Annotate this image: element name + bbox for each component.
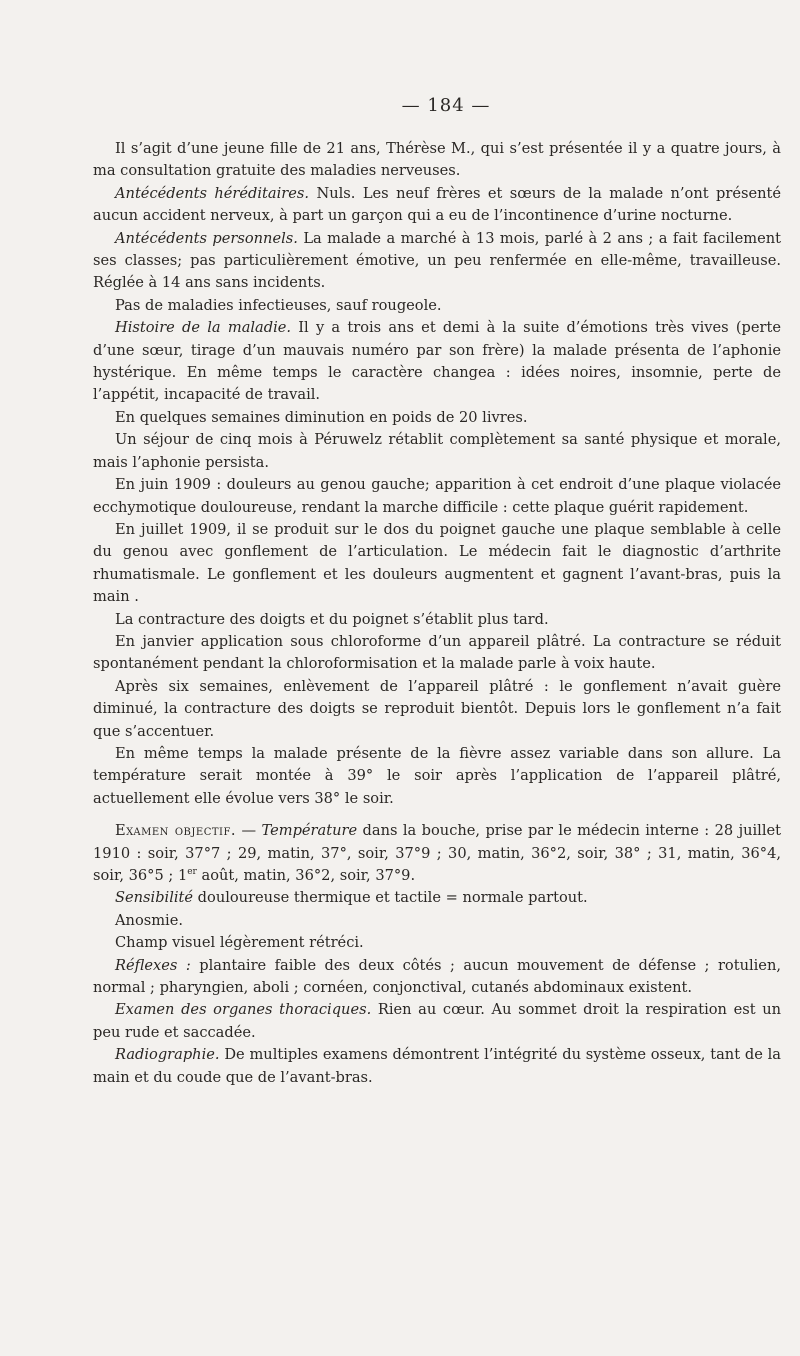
paragraph-lead: Examen des organes thoraciques. — [115, 1001, 372, 1019]
paragraph: Antécédents personnels. La malade a marché à 13 mois, parlé à 2 ans ; a fait facilement ses classes; pas particulièrement émotive, un peu renfermée en elle-même, travailleuse. Réglée à 14 ans sans incidents. — [93, 229, 781, 292]
paragraph: En juillet 1909, il se produit sur le dos du poignet gauche une plaque semblable à celle du genou avec gonflement de l’articulation. Le médecin fait le diagnostic d’arthrite rhumatismale. Le gonflement et les douleurs augmentent et gagnent l’avant-bras, puis la main . — [93, 520, 781, 606]
paragraph: En quelques semaines diminution en poids de 20 livres. — [115, 408, 528, 426]
exam-heading: Examen objectif. — [115, 822, 237, 840]
paragraph: Radiographie. De multiples examens démontrent l’intégrité du système osseux, tant de la main et du coude que de l’avant-bras. — [93, 1046, 781, 1086]
paragraph: Histoire de la maladie. Il y a trois ans et demi à la suite d’émotions très vives (perte d’une sœur, tirage d’un mauvais numéro par son frère) la malade présenta de l’aphonie hystérique. En même temps le caractère changea : idées noires, insomnie, perte de l’appétit, incapacité de travail. — [93, 319, 781, 404]
paragraph-lead: Sensibilité — [115, 889, 194, 907]
paragraph-lead: Réflexes : — [115, 956, 191, 974]
paragraph: Antécédents héréditaires. Nuls. Les neuf frères et sœurs de la malade n’ont présenté aucun accident nerveux, à part un garçon qui a eu de l’incontinence d’urine nocturne. — [93, 184, 781, 225]
exam-paragraph: Examen objectif. — Température dans la bouche, prise par le médecin interne : 28 juillet 1910 : soir, 37°7 ; 29, matin, 37°, soir, 37°9 ; 30, matin, 36°2, soir, 38° ; 31, matin, 36°4, soir, 36°5 ; 1er août, matin, 36°2, soir, 37°9. — [93, 822, 782, 884]
paragraph-lead: Antécédents héréditaires. — [115, 184, 310, 202]
paragraph: Examen des organes thoraciques. Rien au cœur. Au sommet droit la respiration est un peu rude et saccadée. — [93, 1001, 781, 1041]
paragraph-lead: Antécédents personnels. — [115, 229, 298, 247]
paragraph: En même temps la malade présente de la fièvre assez variable dans son allure. La température serait montée à 39° le soir après l’application de l’appareil plâtré, actuellement elle évolue vers 38° le soir. — [93, 744, 781, 807]
paragraph-lead: Histoire de la maladie. — [115, 319, 292, 337]
paragraph: En janvier application sous chloroforme d’un appareil plâtré. La contracture se réduit spontanément pendant la chloroformisation et la malade parle à voix haute. — [93, 632, 781, 673]
paragraph: Anosmie. — [115, 911, 183, 929]
paragraph: Champ visuel légèrement rétréci. — [115, 934, 364, 952]
paragraph-lead: Température — [261, 822, 358, 840]
paragraph: Il s’agit d’une jeune fille de 21 ans, Thérèse M., qui s’est présentée il y a quatre jours, à ma consultation gratuite des maladies nerveuses. — [93, 140, 781, 180]
paragraph: Sensibilité douloureuse thermique et tactile = normale partout. — [115, 889, 588, 907]
paragraph: Réflexes : plantaire faible des deux côtés ; aucun mouvement de défense ; rotulien, normal ; pharyngien, aboli ; cornéen, conjonctival, cutanés abdominaux existent. — [93, 956, 781, 997]
body-text — [93, 138, 781, 1089]
paragraph: Un séjour de cinq mois à Péruwelz rétablit complètement sa santé physique et morale, mais l’aphonie persista. — [93, 431, 781, 471]
paragraph: Après six semaines, enlèvement de l’appareil plâtré : le gonflement n’avait guère diminué, la contracture des doigts se reproduit bientôt. Depuis lors le gonflement n’a fait que s’accentuer. — [93, 677, 781, 740]
paragraph: Pas de maladies infectieuses, sauf rougeole. — [115, 296, 442, 314]
paragraph: La contracture des doigts et du poignet s’établit plus tard. — [115, 610, 549, 628]
paragraph-lead: Radiographie. — [115, 1046, 220, 1064]
page-number: — 184 — — [401, 95, 491, 116]
paragraph: En juin 1909 : douleurs au genou gauche; apparition à cet endroit d’une plaque violacée ecchymotique douloureuse, rendant la marche difficile : cette plaque guérit rapidement. — [93, 476, 781, 516]
